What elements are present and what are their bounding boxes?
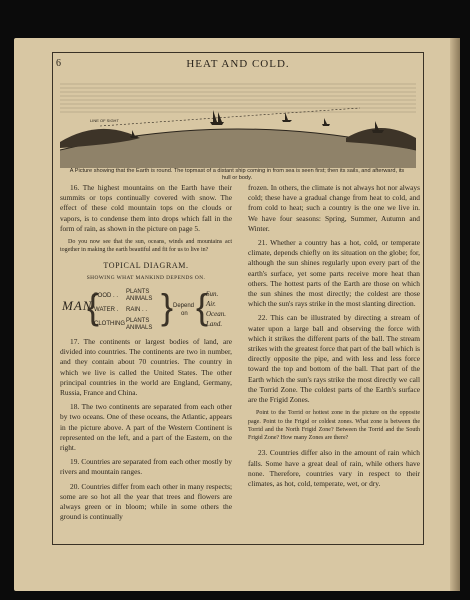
diagram-water: WATER . xyxy=(94,307,119,314)
left-column xyxy=(60,183,232,526)
diagram-animals-2: ANIMALS xyxy=(126,325,153,332)
page-title: HEAT AND COLD. xyxy=(186,58,290,70)
brace-icon: { xyxy=(87,286,100,328)
paragraph-20-continued: frozen. In others, the climate is not always hot nor always cold; these have a gradual change from heat to cold, and from cold to heat; such a country is the one we live in. We have four seasons: Spring, Summer, Autumn and Winter. xyxy=(248,183,420,233)
brace-icon: { xyxy=(196,286,209,328)
diagram-man: MAN xyxy=(62,298,93,314)
diagram-on: on xyxy=(181,311,188,318)
illustration-caption: A Picture showing that the Earth is round. The topmast of a distant ship coming in from sea is seen first; then its sails, and afterward, its hull or body. xyxy=(69,168,405,181)
paragraph-21: 21. Whether a country has a hot, cold, or temperate climate, depends chiefly on its situation on the globe; for, although the sun shines regularly upon every part of the earth's surface, yet some parts receive more heat than others. The hottest parts of the Earth are those on which the sun shines the most directly; the coldest are those which the sun's rays strike in the most slanting direction. xyxy=(248,238,420,309)
page-header xyxy=(52,58,424,76)
line-of-sight-label: LINE OF SIGHT xyxy=(90,118,119,123)
diagram-clothing: CLOTHING xyxy=(94,321,126,328)
diagram-food: FOOD . . xyxy=(94,293,118,300)
diagram-air: Air. xyxy=(206,300,216,309)
paragraph-22: 22. This can be illustrated by directing a stream of water upon a large ball and observing the force with which it strikes the different parts of the ball. The stream strikes with the greatest force that part of the ball which is directly opposite the pipe, and with less and less force toward the top and bottom of the ball. That part of the Earth which the sun's rays strike the most directly we call the Torrid Zone. The coldest parts of the Earth's surface are the Frigid Zones. xyxy=(248,313,420,405)
page-number: 6 xyxy=(56,58,61,69)
note-question-1: Do you now see that the sun, oceans, winds and mountains act together in making the earth beautiful and fit for us to live in? xyxy=(60,239,232,254)
diagram-land: Land. xyxy=(206,320,223,329)
topical-diagram-title: TOPICAL DIAGRAM. xyxy=(103,260,189,270)
diagram-plants-1: PLANTS xyxy=(126,289,150,296)
paragraph-16: 16. The highest mountains on the Earth have their summits or tops continually covered with snow. The effect of these cold mountain tops on the clouds or vapors, is to condense them into drops which fall in the form of rain, as shown in the picture on page 5. xyxy=(60,183,232,233)
page-spine xyxy=(450,38,460,591)
paragraph-19: 19. Countries are separated from each other mostly by rivers and mountain ranges. xyxy=(60,457,232,477)
paragraph-17: 17. The continents or largest bodies of land, are divided into countries. The continents are two in number, and they contain about 70 countries. The country in which we live is called the United States. The other principal countries in the world are England, Germany, Russia, France and China. xyxy=(60,337,232,398)
diagram-plants-2: PLANTS xyxy=(126,318,150,325)
topical-diagram xyxy=(60,287,232,331)
paragraph-20: 20. Countries differ from each other in many respects; some are so hot all the year that trees and flowers are always green or in bloom; while in some others the ground is continually xyxy=(60,481,232,522)
diagram-rain: RAIN . . xyxy=(126,307,148,314)
diagram-ocean: Ocean. xyxy=(206,310,227,319)
right-column xyxy=(248,183,420,493)
diagram-animals-1: ANIMALS xyxy=(126,296,153,303)
paragraph-23: 23. Countries differ also in the amount of rain which falls. Some have a great deal of rain, while others have none. Therefore, countries vary in respect to their climates, as hot, cold, temperate, wet, or dry. xyxy=(248,448,420,489)
topical-diagram-subtitle: SHOWING WHAT MANKIND DEPENDS ON. xyxy=(86,274,206,281)
paragraph-18: 18. The two continents are separated from each other by two oceans. One of these oceans, the Atlantic, appears in the picture above. A part of the Western Continent is represented on the left, and a part of the Eastern, on the right. xyxy=(60,402,232,453)
brace-right-icon: } xyxy=(161,286,174,328)
curved-earth-illustration xyxy=(60,78,416,168)
diagram-sun: Sun. xyxy=(206,290,219,299)
diagram-depend: Depend xyxy=(173,303,195,310)
note-question-2: Point to the Torrid or hottest zone in the picture on the opposite page. Point to the Frigid or coldest zones. What zone is between the Torrid and the North Frigid Zone? Between the Torrid and the South Frigid Zone? How many Zones are there? xyxy=(248,410,420,442)
